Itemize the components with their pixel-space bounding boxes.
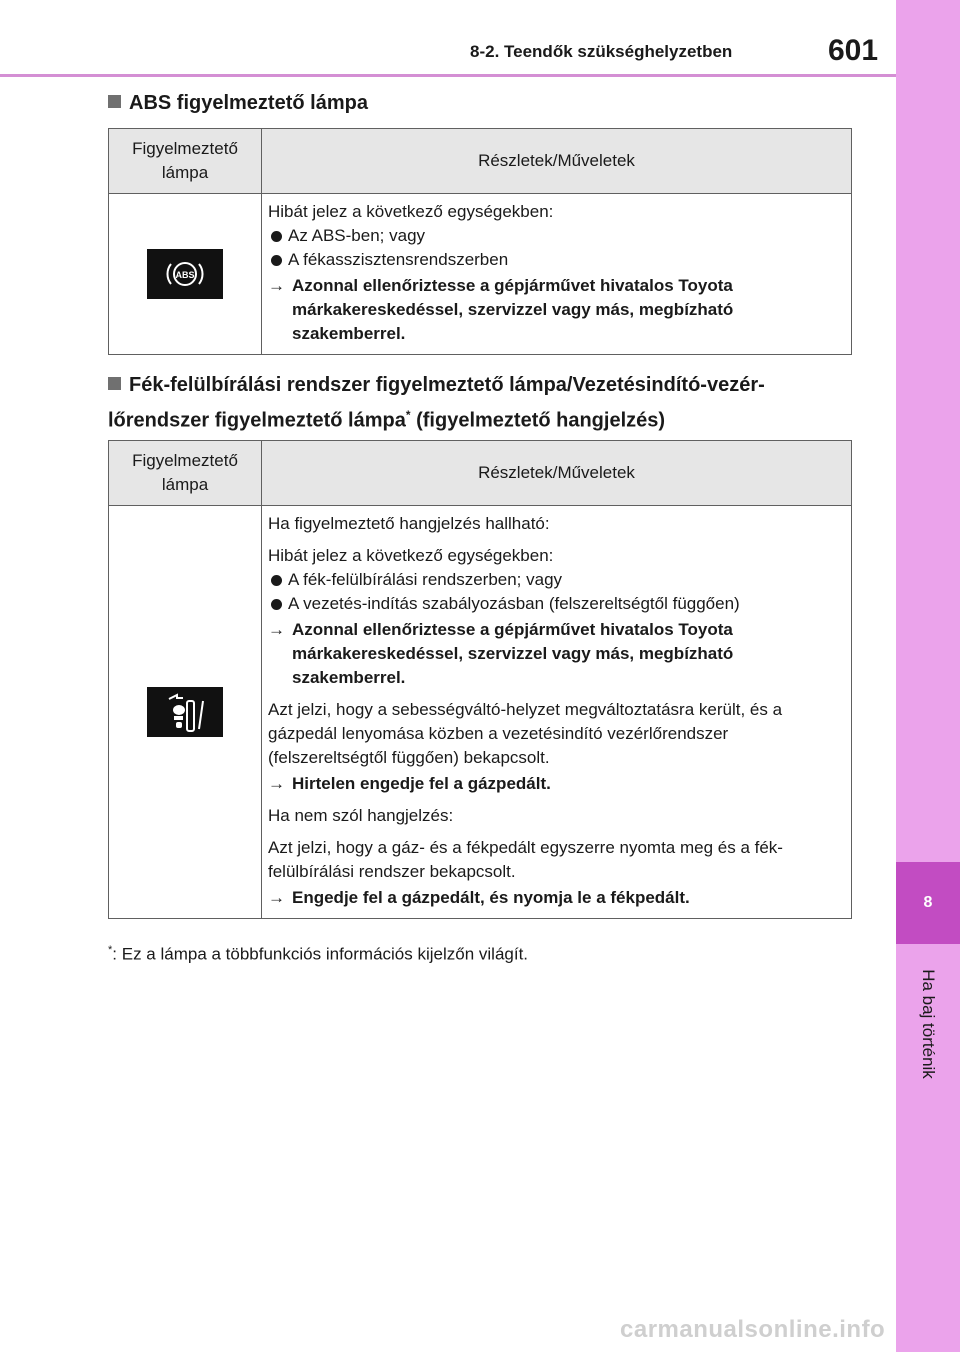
- col-header-lamp: Figyelmeztető lámpa: [109, 441, 262, 506]
- table-row: [109, 506, 852, 919]
- abs-warning-table: [108, 128, 852, 355]
- chapter-number-tab: 8: [896, 862, 960, 944]
- col-header-details: Részletek/Műveletek: [262, 129, 852, 194]
- page-number: 601: [828, 34, 879, 67]
- chapter-side-strip: [896, 0, 960, 1352]
- fault-item-brake-assist: A fékasszisztensrendszerben: [268, 248, 843, 272]
- fault-item-drive-start: A vezetés-indítás szabályozásban (felszereltségtől függően): [268, 592, 843, 616]
- col-header-lamp: Figyelmeztető lámpa: [109, 129, 262, 194]
- footnote: [108, 944, 528, 965]
- square-bullet-icon: [108, 377, 121, 390]
- fault-intro: Hibát jelez a következő egységekben:: [268, 202, 554, 221]
- brake-override-warning-icon: [147, 687, 223, 737]
- brake-override-warning-table: [108, 440, 852, 919]
- footnote-mark: *: [108, 944, 113, 956]
- fault-item-brake-override: A fék-felülbírálási rendszerben; vagy: [268, 568, 843, 592]
- buzzer-on-text: Ha figyelmeztető hangjelzés hallható:: [268, 514, 550, 533]
- header-divider: [0, 74, 896, 77]
- buzzer-off-text: Ha nem szól hangjelzés:: [268, 806, 454, 825]
- abs-heading-text: ABS figyelmeztető lámpa: [129, 92, 368, 114]
- brake-heading-suffix: (figyelmeztető hangjelzés): [410, 409, 666, 432]
- press-brake-instruction: → Engedje fel a gázpedált, és nyomja le a fékpedált.: [268, 886, 843, 910]
- fault-item-abs: Az ABS-ben; vagy: [268, 224, 843, 248]
- table-header-row: [109, 441, 852, 506]
- action-instruction: → Azonnal ellenőriztesse a gépjárművet hivatalos Toyota márkakereskedéssel, szervizzel vagy más, megbízható szakemberrel.: [268, 618, 843, 690]
- abs-section-heading: [108, 88, 368, 118]
- shift-explanation: Azt jelzi, hogy a sebességváltó-helyzet megváltoztatásra került, és a gázpedál lenyomása közben a vezetésindító vezérlőrendszer (felszereltségtől függően) bekapcsolt.: [268, 700, 783, 767]
- chapter-label: Ha baj történik: [919, 969, 938, 1079]
- details-cell: [262, 194, 852, 355]
- col-header-details: Részletek/Műveletek: [262, 441, 852, 506]
- table-header-row: [109, 129, 852, 194]
- details-cell: [262, 506, 852, 919]
- fault-intro: Hibát jelez a következő egységekben:: [268, 546, 554, 565]
- action-instruction: → Azonnal ellenőriztesse a gépjárművet hivatalos Toyota márkakereskedéssel, szervizzel vagy más, megbízható szakemberrel.: [268, 274, 843, 346]
- footnote-mark: *: [405, 408, 411, 422]
- table-row: [109, 194, 852, 355]
- footnote-text: : Ez a lámpa a többfunkciós információs kijelzőn világít.: [112, 944, 529, 964]
- svg-text:ABS: ABS: [175, 270, 195, 280]
- lamp-cell: [109, 194, 262, 355]
- abs-warning-icon: [147, 249, 223, 299]
- lamp-cell: [109, 506, 262, 919]
- square-bullet-icon: [108, 95, 121, 108]
- section-title: 8-2. Teendők szükséghelyzetben: [470, 42, 733, 61]
- pedal-explanation: Azt jelzi, hogy a gáz- és a fékpedált egyszerre nyomta meg és a fék-felülbírálási rendszer bekapcsolt.: [268, 838, 783, 881]
- brake-override-section-heading: [108, 370, 848, 436]
- brake-heading-text: Fék-felülbírálási rendszer figyelmeztető lámpa/Vezetésindító-vezér-lőrendszer figyelmeztető lámpa: [108, 374, 765, 432]
- release-accelerator-instruction: → Hirtelen engedje fel a gázpedált.: [268, 772, 843, 796]
- watermark: carmanualsonline.info: [620, 1316, 886, 1343]
